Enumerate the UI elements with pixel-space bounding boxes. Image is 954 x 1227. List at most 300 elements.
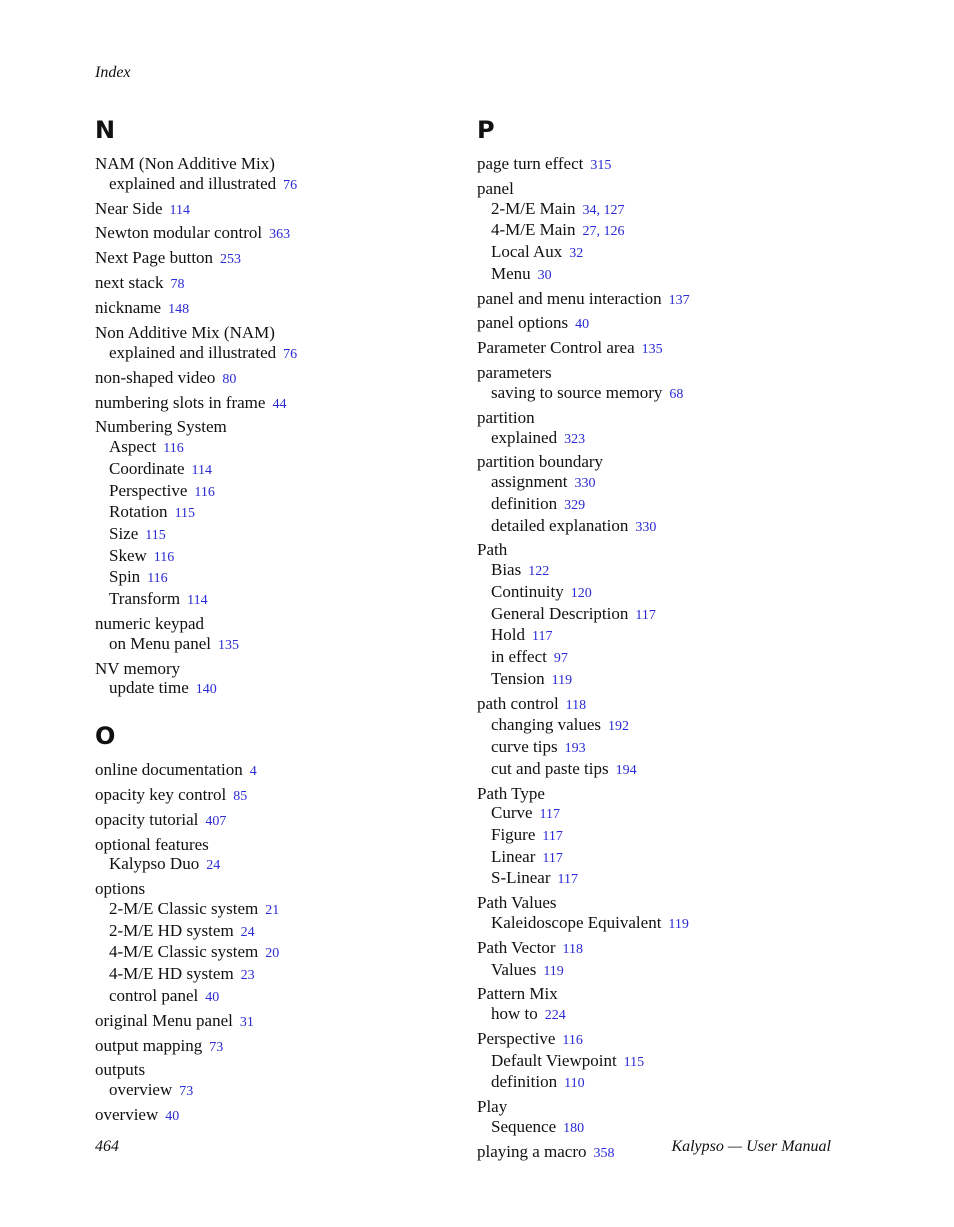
- sub-entry: [95, 437, 455, 459]
- sub-entry: [477, 913, 837, 935]
- index-entry: [95, 1011, 455, 1033]
- sub-entry: [477, 759, 837, 781]
- page-link[interactable]: 192: [608, 719, 629, 735]
- entry-term: Path Values: [477, 893, 557, 913]
- page-refs: [220, 252, 241, 267]
- page-refs: [594, 1146, 615, 1161]
- entry-term: NV memory: [95, 658, 181, 678]
- entry-term: partition boundary: [477, 452, 604, 472]
- page-refs: [642, 342, 663, 357]
- entry-line: [95, 785, 455, 807]
- page-link[interactable]: 137: [668, 292, 690, 308]
- page-link[interactable]: 115: [623, 1054, 645, 1070]
- page-refs: [563, 942, 583, 957]
- index-entry: [95, 223, 455, 245]
- entry-line: [95, 879, 455, 899]
- index-entry: [95, 273, 455, 295]
- entry-term: page turn effect: [477, 154, 584, 173]
- page-refs: [575, 317, 589, 332]
- page-refs: [165, 1109, 179, 1124]
- index-entry: [95, 1105, 455, 1127]
- index-entry: [477, 1029, 837, 1094]
- sub-entry: [95, 634, 455, 656]
- page-link[interactable]: 97: [553, 650, 568, 666]
- sub-entry-text: 2-M/E Main: [491, 198, 576, 218]
- entry-term: opacity key control: [95, 784, 227, 804]
- entry-line: [95, 810, 455, 832]
- page-link[interactable]: 73: [179, 1084, 194, 1100]
- page-refs: [528, 564, 549, 579]
- sub-entry-text: Aspect: [109, 437, 157, 457]
- index-entry: [95, 154, 455, 195]
- index-entry: [95, 760, 455, 782]
- page-refs: [222, 372, 236, 387]
- entry-line: [477, 938, 837, 960]
- index-entry: [95, 835, 455, 876]
- page-link[interactable]: 116: [147, 571, 168, 587]
- entry-term: original Menu panel: [95, 1010, 233, 1030]
- page-refs: [265, 946, 279, 961]
- index-entry: [95, 879, 455, 1007]
- entry-line: [477, 784, 837, 804]
- page-link[interactable]: 34: [582, 202, 597, 218]
- entry-line: [477, 313, 837, 335]
- page-link[interactable]: 24: [240, 924, 255, 940]
- page-ref-separator: ,: [596, 224, 604, 240]
- index-entry: [95, 614, 455, 655]
- entry-term: next stack: [95, 273, 164, 293]
- index-entry: [95, 785, 455, 807]
- page-refs: [635, 608, 655, 623]
- page-refs: [590, 158, 611, 173]
- entry-term: Perspective: [477, 1029, 556, 1049]
- sub-entry-text: Curve: [491, 803, 533, 823]
- sub-entry-text: definition: [491, 493, 558, 513]
- page-refs: [668, 917, 688, 932]
- page-refs: [206, 858, 220, 873]
- page-refs: [187, 593, 207, 608]
- sub-entry: [477, 669, 837, 691]
- sub-entry-text: Menu: [491, 263, 531, 283]
- page-refs: [170, 203, 190, 218]
- index-entry: [95, 1060, 455, 1101]
- sub-entry: [477, 242, 837, 264]
- sub-entry: [95, 899, 455, 921]
- index-column-right: [477, 116, 837, 1167]
- page-link[interactable]: 114: [169, 202, 190, 218]
- page-link[interactable]: 115: [174, 506, 196, 522]
- page-link[interactable]: 76: [283, 346, 298, 362]
- section-letter: O: [95, 721, 116, 750]
- sub-entry-text: Figure: [491, 824, 536, 844]
- index-entry: [95, 199, 455, 221]
- page-refs: [564, 1076, 584, 1091]
- page-link[interactable]: 120: [570, 585, 592, 601]
- page-refs: [569, 246, 583, 261]
- index-entry: [95, 248, 455, 270]
- page-refs: [571, 586, 592, 601]
- page-refs: [175, 506, 195, 521]
- entry-line: [95, 298, 455, 320]
- page-link[interactable]: 119: [543, 963, 564, 979]
- index-entry: [95, 659, 455, 700]
- sub-entry-text: Kalypso Duo: [109, 854, 200, 874]
- sub-entry: [95, 942, 455, 964]
- sub-entry-text: saving to source memory: [491, 382, 663, 402]
- page-refs: [283, 347, 297, 362]
- index-entry: [477, 154, 837, 176]
- entry-term: NAM (Non Additive Mix): [95, 154, 275, 173]
- page-link[interactable]: 224: [544, 1008, 566, 1024]
- sub-entry: [477, 516, 837, 538]
- entry-line: [477, 338, 837, 360]
- entry-line: [95, 154, 455, 174]
- page-link[interactable]: 358: [593, 1145, 615, 1161]
- sub-entry: [477, 825, 837, 847]
- index-entry: [95, 810, 455, 832]
- sub-entry-text: Size: [109, 523, 139, 543]
- entry-line: [477, 694, 837, 716]
- index-section-n: [95, 116, 455, 700]
- index-section-o: [95, 722, 455, 1127]
- sub-entry: [477, 803, 837, 825]
- page-link[interactable]: 194: [615, 762, 637, 778]
- page-refs: [669, 387, 683, 402]
- sub-entry: [477, 1072, 837, 1094]
- sub-entry-text: Perspective: [109, 480, 188, 500]
- page-link[interactable]: 32: [569, 246, 584, 261]
- page-link[interactable]: 193: [564, 740, 586, 756]
- page-link[interactable]: 116: [163, 441, 184, 457]
- sub-entry: [95, 678, 455, 700]
- page-refs: [557, 872, 577, 887]
- sub-entry-text: Linear: [491, 846, 536, 866]
- sub-entry-text: 2-M/E Classic system: [109, 898, 259, 918]
- entry-line: [95, 1011, 455, 1033]
- sub-entry-text: explained and illustrated: [109, 173, 277, 193]
- page-refs: [179, 1084, 193, 1099]
- sub-entry: [95, 1080, 455, 1102]
- sub-entry-text: Transform: [109, 589, 181, 609]
- sub-entry: [95, 567, 455, 589]
- page-refs: [233, 789, 247, 804]
- page-link[interactable]: 323: [564, 431, 586, 447]
- sub-entry: [477, 582, 837, 604]
- page-refs: [250, 764, 257, 779]
- index-entry: [477, 289, 837, 311]
- page-link[interactable]: 407: [205, 813, 227, 829]
- page-link[interactable]: 116: [194, 484, 215, 500]
- sub-entry-text: Continuity: [491, 581, 564, 601]
- index-entry: [477, 452, 837, 537]
- sub-entry-text: changing values: [491, 715, 601, 735]
- sub-entry: [477, 472, 837, 494]
- sub-entry: [95, 343, 455, 365]
- page-link[interactable]: 315: [590, 158, 612, 173]
- page-link[interactable]: 76: [283, 177, 298, 193]
- sub-entry-text: definition: [491, 1072, 558, 1092]
- page-link[interactable]: 27: [582, 224, 597, 240]
- page-refs: [566, 698, 586, 713]
- page-link[interactable]: 116: [562, 1033, 583, 1049]
- index-entry: [95, 1036, 455, 1058]
- page-refs: [192, 463, 212, 478]
- document-title: Kalypso — User Manual: [671, 1138, 831, 1155]
- page-link[interactable]: 80: [222, 371, 237, 387]
- entry-line: [95, 614, 455, 634]
- page-refs: [554, 651, 568, 666]
- index-entry: [95, 417, 455, 610]
- entry-line: [477, 179, 837, 199]
- sub-entry: [95, 854, 455, 876]
- sub-entry: [95, 174, 455, 196]
- page-link[interactable]: 118: [562, 941, 584, 957]
- entry-term: options: [95, 879, 146, 899]
- entry-line: [477, 363, 837, 383]
- entry-term: non-shaped video: [95, 367, 216, 387]
- sub-entry: [477, 625, 837, 647]
- page-link[interactable]: 85: [233, 788, 248, 804]
- page-refs: [635, 520, 656, 535]
- entry-term: panel options: [477, 313, 569, 333]
- sub-entry-text: in effect: [491, 646, 547, 666]
- entry-term: Near Side: [95, 198, 163, 218]
- sub-entry: [477, 1051, 837, 1073]
- entry-term: partition: [477, 407, 535, 427]
- sub-entry-text: assignment: [491, 472, 568, 492]
- sub-entry-text: on Menu panel: [109, 633, 211, 653]
- page-ref-separator: ,: [596, 202, 604, 218]
- entry-line: [477, 452, 837, 472]
- page-refs: [552, 673, 572, 688]
- entry-line: [95, 323, 455, 343]
- sub-entry: [95, 546, 455, 568]
- entry-term: Path: [477, 540, 508, 560]
- page-link[interactable]: 180: [563, 1121, 585, 1137]
- page-link[interactable]: 122: [528, 564, 550, 580]
- page-link[interactable]: 135: [641, 342, 663, 358]
- index-entry: [477, 694, 837, 781]
- page-link[interactable]: 115: [145, 527, 166, 543]
- sub-entry: [477, 847, 837, 869]
- sub-entry-text: Sequence: [491, 1117, 557, 1137]
- page-link[interactable]: 117: [542, 850, 563, 866]
- sub-entry: [477, 647, 837, 669]
- entry-line: [477, 984, 837, 1004]
- page-link[interactable]: 117: [635, 607, 656, 623]
- sub-entry: [95, 459, 455, 481]
- page-link[interactable]: 24: [206, 858, 221, 874]
- page-link[interactable]: 117: [539, 807, 561, 823]
- page-link[interactable]: 40: [165, 1108, 180, 1124]
- section-letter: N: [95, 116, 116, 144]
- sub-entry-text: Bias: [491, 560, 522, 580]
- index-entry: [477, 313, 837, 335]
- page-refs: [240, 1015, 254, 1030]
- page-refs: [543, 964, 563, 979]
- sub-entry: [477, 494, 837, 516]
- entry-term: opacity tutorial: [95, 809, 199, 829]
- page-refs: [624, 1055, 644, 1070]
- sub-entry-text: detailed explanation: [491, 515, 629, 535]
- page-link[interactable]: 117: [532, 629, 553, 645]
- page-refs: [542, 851, 562, 866]
- sub-entry: [477, 383, 837, 405]
- sub-entry-text: explained: [491, 427, 558, 447]
- sub-entry-text: explained and illustrated: [109, 342, 277, 362]
- page-refs: [583, 224, 625, 239]
- page-link[interactable]: 110: [564, 1076, 585, 1092]
- page-refs: [564, 432, 585, 447]
- page-link[interactable]: 4: [249, 763, 257, 779]
- sub-entry: [95, 524, 455, 546]
- page-refs: [608, 719, 629, 734]
- sub-entry-text: cut and paste tips: [491, 758, 609, 778]
- page-link[interactable]: 127: [603, 202, 625, 218]
- sub-entry-text: update time: [109, 678, 189, 698]
- page-link[interactable]: 73: [209, 1039, 224, 1055]
- entry-term: Play: [477, 1097, 508, 1117]
- page-link[interactable]: 21: [265, 902, 280, 918]
- sub-entry-text: Skew: [109, 545, 147, 565]
- sub-entry: [477, 1004, 837, 1026]
- entry-line: [95, 368, 455, 390]
- page-link[interactable]: 329: [564, 497, 586, 513]
- entry-term: Pattern Mix: [477, 984, 558, 1004]
- page-refs: [583, 203, 625, 218]
- page-refs: [170, 277, 184, 292]
- sub-entry: [477, 560, 837, 582]
- page-link[interactable]: 135: [217, 637, 239, 653]
- page-link[interactable]: 40: [575, 317, 590, 333]
- page-refs: [209, 1040, 223, 1055]
- sub-entry: [477, 960, 837, 982]
- sub-entry-text: Tension: [491, 668, 545, 688]
- entry-line: [95, 1105, 455, 1127]
- page-refs: [218, 638, 239, 653]
- entry-term: online documentation: [95, 759, 243, 779]
- entry-term: optional features: [95, 834, 209, 854]
- page-refs: [565, 741, 586, 756]
- page-refs: [540, 807, 560, 822]
- entry-line: [95, 393, 455, 415]
- page-link[interactable]: 118: [565, 697, 587, 713]
- sub-entry: [95, 964, 455, 986]
- entry-line: [477, 893, 837, 913]
- entry-line: [95, 248, 455, 270]
- sub-entry-text: Values: [491, 959, 537, 979]
- page-refs: [669, 293, 690, 308]
- sub-entry: [95, 502, 455, 524]
- entry-line: [477, 408, 837, 428]
- page-refs: [194, 485, 214, 500]
- entry-line: [95, 417, 455, 437]
- sub-entry-text: Kaleidoscope Equivalent: [491, 912, 662, 932]
- index-entry: [477, 363, 837, 404]
- entry-term: Next Page button: [95, 248, 214, 268]
- page-link[interactable]: 78: [170, 277, 185, 293]
- page-refs: [168, 302, 189, 317]
- sub-entry-text: Local Aux: [491, 242, 563, 261]
- index-entry: [95, 298, 455, 320]
- page-refs: [241, 968, 255, 983]
- page-link[interactable]: 116: [153, 549, 175, 565]
- sub-entry: [95, 481, 455, 503]
- index-entry: [477, 179, 837, 286]
- sub-entry: [95, 986, 455, 1008]
- page-link[interactable]: 117: [557, 872, 578, 888]
- sub-entry: [95, 921, 455, 943]
- sub-entry-text: curve tips: [491, 736, 558, 756]
- entry-term: Numbering System: [95, 417, 227, 437]
- entry-line: [95, 835, 455, 855]
- index-entry: [477, 408, 837, 449]
- page-number: 464: [95, 1138, 119, 1155]
- page-link[interactable]: 148: [168, 302, 190, 318]
- page-refs: [154, 550, 174, 565]
- page-link[interactable]: 23: [240, 968, 255, 984]
- entry-line: [95, 1060, 455, 1080]
- page-link[interactable]: 68: [669, 386, 684, 402]
- sub-entry-text: overview: [109, 1080, 173, 1100]
- page-link[interactable]: 44: [272, 396, 287, 412]
- page-link[interactable]: 140: [195, 682, 217, 698]
- page-link[interactable]: 330: [635, 519, 657, 535]
- sub-entry-text: Spin: [109, 567, 141, 587]
- index-entry: [95, 368, 455, 390]
- page-refs: [196, 682, 217, 697]
- page-refs: [616, 763, 637, 778]
- index-entry: [477, 338, 837, 360]
- entry-line: [477, 154, 837, 176]
- page-link[interactable]: 126: [603, 224, 625, 240]
- page-link[interactable]: 117: [542, 828, 563, 844]
- entry-term: overview: [95, 1104, 159, 1124]
- page-link[interactable]: 119: [551, 672, 573, 688]
- page-refs: [272, 397, 286, 412]
- page-link[interactable]: 363: [269, 227, 291, 243]
- running-head: Index: [95, 64, 131, 81]
- page-refs: [563, 1121, 584, 1136]
- page-link[interactable]: 114: [187, 593, 208, 609]
- entry-term: numeric keypad: [95, 613, 205, 633]
- page-link[interactable]: 253: [220, 252, 242, 268]
- page-link[interactable]: 119: [668, 916, 689, 932]
- entry-term: numbering slots in frame: [95, 392, 266, 412]
- page-link[interactable]: 20: [265, 946, 280, 962]
- page-refs: [575, 476, 596, 491]
- page-refs: [205, 814, 226, 829]
- entry-term: Non Additive Mix (NAM): [95, 323, 275, 343]
- sub-entry-text: Hold: [491, 625, 525, 645]
- page-link[interactable]: 114: [191, 462, 213, 478]
- page-link[interactable]: 40: [205, 989, 220, 1005]
- index-entry: [477, 984, 837, 1025]
- sub-entry-text: Rotation: [109, 502, 168, 522]
- entry-term: panel and menu interaction: [477, 288, 662, 308]
- page-refs: [163, 441, 183, 456]
- index-entry: [477, 1097, 837, 1138]
- entry-term: Parameter Control area: [477, 338, 635, 358]
- entry-term: outputs: [95, 1060, 146, 1080]
- page-link[interactable]: 330: [574, 476, 596, 492]
- sub-entry-text: 4-M/E HD system: [109, 964, 234, 984]
- sub-entry-text: 4-M/E Main: [491, 220, 576, 240]
- page-refs: [145, 528, 165, 543]
- page-link[interactable]: 31: [239, 1014, 254, 1030]
- page-link[interactable]: 30: [537, 267, 552, 283]
- sub-entry: [477, 604, 837, 626]
